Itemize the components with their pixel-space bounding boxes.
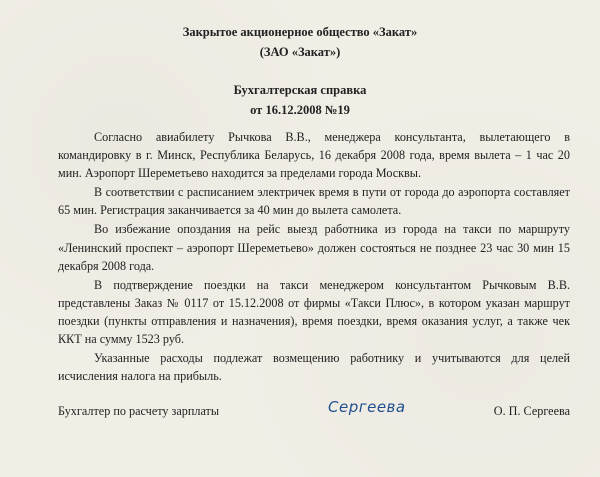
paragraph: Указанные расходы подлежат возмещению работнику и учитываются для целей исчисления налога на прибыль. [58,351,570,384]
signer-position: Бухгалтер по расчету зарплаты [58,404,220,418]
document-type: Бухгалтерская справка [233,83,367,97]
paragraph: Согласно авиабилету Рычкова В.В., менеджера консультанта, вылетающего в командировку в г. Минск, Республика Беларусь, 16 декабря 2008 года, время вылета – 1 час 20 мин. Аэропорт Шереметьево находится за пределами города Москвы. [58,130,570,181]
paragraph: Во избежание опоздания на рейс выезд работника из города на такси по маршруту «Ленинский проспект – аэропорт Шереметьево» должен состояться не позднее 23 час 30 мин 15 декабря 2008 года. [58,222,570,273]
signature-row [58,398,570,424]
document-header [0,22,600,62]
paragraph: В подтверждение поездки на такси менеджером консультантом Рычковым В.В. представлены Заказ № 0117 от 15.12.2008 от фирмы «Такси Плюс», в котором указан маршрут поездки (пункты отправления и назначения), время поездки, время оказания услуг, а также чек ККТ на сумму 1523 руб. [58,277,570,347]
document-body [58,128,570,385]
company-short-name: (ЗАО «Закат») [259,45,341,59]
company-full-name: Закрытое акционерное общество «Закат» [182,25,418,39]
document-date-number: от 16.12.2008 №19 [250,103,350,117]
paragraph: В соответствии с расписанием электричек время в пути от города до аэропорта составляет 65 мин. Регистрация заканчивается за 40 мин до вылета самолета. [58,185,570,218]
signer-name: О. П. Сергеева [493,404,570,418]
document-title [0,80,600,120]
handwritten-signature: Сергеева [328,398,406,416]
